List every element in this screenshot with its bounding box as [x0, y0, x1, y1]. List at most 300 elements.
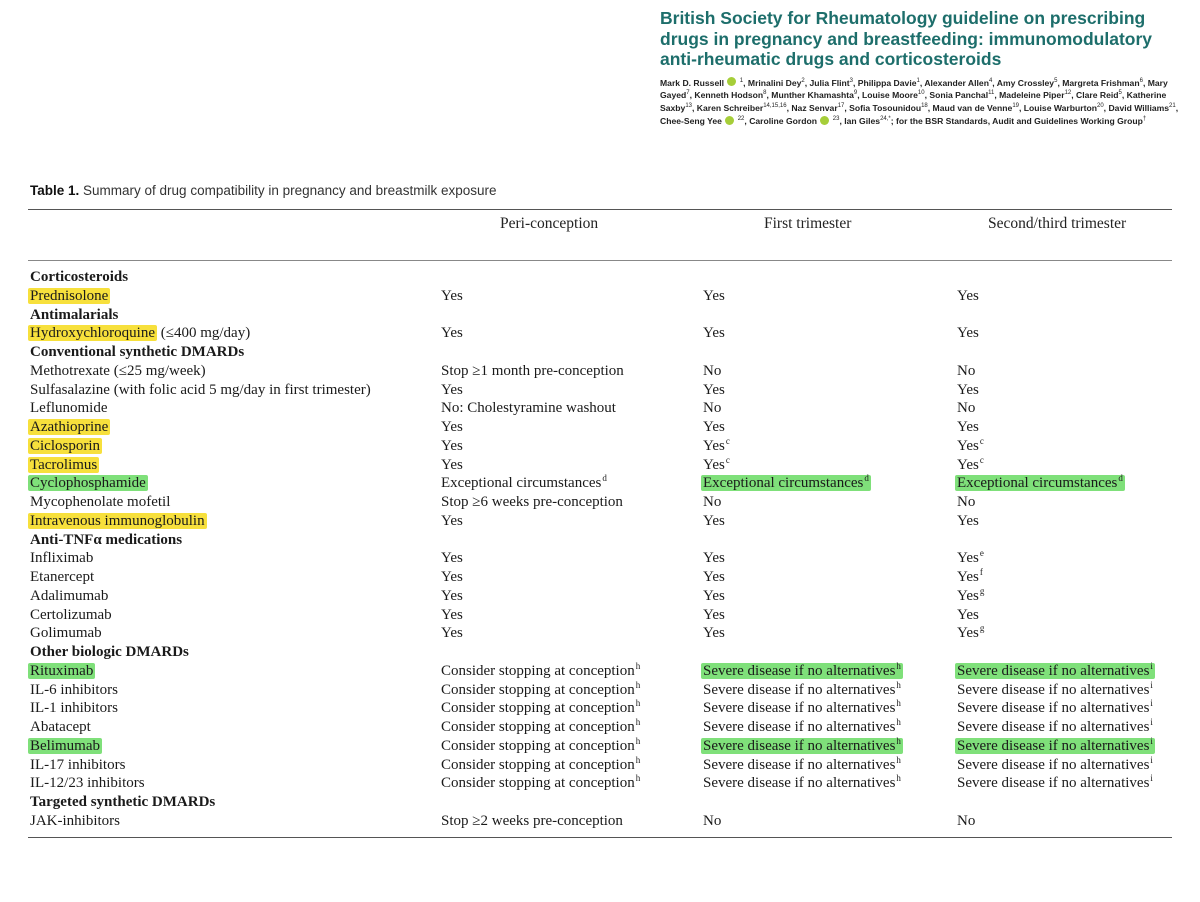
orcid-icon[interactable]: [820, 116, 829, 125]
table-row: [0, 812, 1200, 831]
cell-value: [957, 775, 1153, 791]
author-name: Munther Khamashta: [771, 90, 854, 101]
cell-text: No: [957, 494, 976, 510]
cell-value: [441, 438, 463, 454]
peri-conception-cell: [441, 699, 640, 718]
peri-conception-cell: [441, 287, 463, 306]
drug-name-cell: [30, 624, 102, 643]
second-third-trimester-cell: [957, 606, 979, 625]
second-third-trimester-cell: [957, 774, 1153, 793]
footnote-mark: h: [635, 754, 641, 765]
footnote-mark: h: [635, 735, 641, 746]
drug-name: Prednisolone: [30, 287, 109, 304]
drug-name-cell: [30, 606, 112, 625]
author-name: Amy Crossley: [996, 77, 1055, 88]
drug-name-cell: [30, 437, 102, 456]
section-heading: [30, 306, 118, 325]
peri-conception-cell: [441, 437, 463, 456]
footnote-mark: e: [979, 548, 984, 559]
drug-name: IL-17 inhibitors: [30, 756, 126, 773]
second-third-trimester-cell: [957, 587, 984, 606]
table-row: [0, 699, 1200, 718]
table-row: [0, 774, 1200, 793]
article-header: [660, 8, 1190, 127]
table-row: [0, 737, 1200, 756]
cell-text: No: Cholestyramine washout: [441, 400, 616, 417]
author-affiliation: 11: [988, 90, 995, 97]
cell-text: Stop ≥6 weeks pre-conception: [441, 494, 623, 510]
cell-text: Yes: [703, 606, 725, 623]
cell-text: No: [703, 362, 722, 379]
table-row: [0, 474, 1200, 493]
section-heading: [30, 343, 244, 362]
author-affiliation: 23: [832, 116, 840, 123]
cell-text: Yes: [957, 456, 979, 473]
first-trimester-cell: [703, 681, 901, 700]
author-list: Mark D. Russell $^1$, Mrinalini Dey$^2$, Julia Flint$^3$, Philippa Davie$^1$, Alexander Allen$^4$, Amy Crossley$^5$, Margreta Frishman$^6$, Mary Gayed$^7$, Kenneth Hodson$^8$, Munther Khamashta$^9$, Louise Moore$^{10}$, Sonia Panchal$^{11}$, Madeleine Piper$^{12}$, Clare Reid$^5$, Katherine Saxby$^{13}$, Karen Schreiber$^{14,15,16}$, Naz Senvar$^{17}$, Sofia Tosounidou$^{18}$, Maud van de Venne$^{19}$, Louise Warburton$^{20}$, David Williams$^{21}$, Chee-Seng Yee $^{22}$, Caroline Gordon $^{23}$, Ian Giles$^{24,*}$; for the BSR Standards, Audit and Guidelines Working Group†: [660, 77, 1179, 126]
author-affiliation: 1: [739, 77, 744, 84]
cell-value: [441, 719, 640, 735]
drug-name-cell: [30, 362, 206, 381]
cell-value: [703, 719, 901, 735]
footnote-mark: d: [602, 473, 607, 484]
peri-conception-cell: [441, 381, 463, 400]
cell-value: [441, 607, 463, 623]
cell-text: Yes: [441, 606, 463, 623]
cell-value: [441, 754, 641, 773]
table-row: [0, 324, 1200, 343]
cell-value: [703, 494, 721, 510]
cell-value: [441, 660, 641, 679]
column-header-first-trimester: First trimester: [764, 215, 852, 232]
cell-text: Consider stopping at conception: [441, 775, 635, 792]
author-affiliation: 2: [801, 77, 805, 84]
second-third-trimester-cell: [957, 456, 984, 475]
author-name: Louise Moore: [862, 90, 918, 101]
cell-value: [957, 400, 975, 416]
drug-name-cell: [30, 774, 145, 793]
footnote-mark: c: [979, 435, 984, 446]
cell-text: Consider stopping at conception: [441, 756, 635, 773]
section-row: [0, 643, 1200, 662]
first-trimester-cell: [703, 549, 725, 568]
drug-name: Methotrexate (≤25 mg/week): [30, 362, 206, 379]
cell-value: [957, 454, 984, 473]
cell-text: Consider stopping at conception: [441, 681, 635, 698]
author-name: Caroline Gordon: [749, 115, 817, 126]
footnote-mark: h: [896, 735, 901, 746]
drug-name-cell: [30, 812, 120, 831]
cell-text: Yes: [957, 587, 979, 604]
drug-name: Cyclophosphamide: [30, 475, 146, 492]
cell-value: [441, 775, 640, 791]
author-affiliation: 21: [1169, 103, 1176, 110]
second-third-trimester-cell: [957, 718, 1153, 737]
cell-text: Yes: [703, 287, 725, 304]
cell-value: [441, 494, 623, 510]
first-trimester-cell: [703, 399, 721, 418]
first-trimester-cell: [703, 662, 903, 681]
cell-text: Yes: [441, 287, 463, 304]
table-top-rule: [28, 209, 1172, 210]
peri-conception-cell: [441, 549, 463, 568]
author-name: Mary Gayed: [660, 77, 1168, 101]
cell-text: Yes: [441, 419, 463, 435]
author-affiliation: 10: [917, 90, 925, 97]
article-title: British Society for Rheumatology guideline on prescribing drugs in pregnancy and breastfeeding: immunomodulatory anti-rheumatic drugs and corticosteroids: [660, 8, 1152, 69]
first-trimester-cell: [703, 587, 725, 606]
cell-value: [441, 625, 463, 641]
cell-text: Stop ≥1 month pre-conception: [441, 362, 624, 379]
cell-value: [441, 679, 641, 698]
table-row: [0, 362, 1200, 381]
drug-name-cell: [30, 474, 148, 493]
author-affiliation: 12: [1064, 90, 1072, 97]
second-third-trimester-cell: [957, 362, 975, 381]
author-name: Karen Schreiber: [696, 103, 764, 114]
cell-value: [955, 735, 1155, 754]
drug-name-cell: [30, 699, 118, 718]
section-row: [0, 306, 1200, 325]
drug-name: Infliximab: [30, 550, 94, 567]
second-third-trimester-cell: [957, 756, 1153, 775]
footnote-mark: i: [1150, 660, 1153, 671]
second-third-trimester-cell: [957, 287, 979, 306]
cell-text: Yes: [441, 381, 463, 398]
cell-text: Yes: [703, 587, 725, 604]
peri-conception-cell: [441, 493, 623, 512]
peri-conception-cell: [441, 737, 640, 756]
cell-value: [703, 569, 725, 585]
author-name: Mrinalini Dey: [747, 77, 802, 88]
cell-value: [957, 813, 975, 829]
orcid-icon[interactable]: [725, 116, 734, 125]
author-name: Clare Reid: [1076, 90, 1119, 101]
cell-text: Yes: [957, 512, 979, 529]
table-caption-text: Summary of drug compatibility in pregnancy and breastmilk exposure: [79, 183, 497, 198]
orcid-icon[interactable]: [727, 77, 736, 86]
second-third-trimester-cell: [957, 493, 975, 512]
drug-name: IL-1 inhibitors: [30, 700, 118, 717]
table-row: [0, 437, 1200, 456]
second-third-trimester-cell: [957, 568, 983, 587]
drug-name: Ciclosporin: [30, 437, 100, 454]
drug-name: Azathioprine: [30, 419, 109, 435]
table-row: [0, 662, 1200, 681]
drug-name-cell: [30, 549, 93, 568]
peri-conception-cell: [441, 624, 463, 643]
author-affiliation: 6: [1139, 77, 1143, 84]
cell-text: No: [703, 494, 722, 510]
cell-text: Yes: [703, 456, 725, 473]
drug-name: IL-12/23 inhibitors: [30, 775, 145, 792]
cell-value: [957, 754, 1153, 773]
drug-name-cell: [30, 662, 95, 681]
cell-text: Yes: [703, 325, 725, 342]
author-name: Sonia Panchal: [929, 90, 989, 101]
cell-value: [957, 625, 984, 641]
author-affiliation: 14,15,16: [763, 103, 787, 110]
cell-text: Severe disease if no alternatives: [957, 719, 1150, 735]
drug-name: Tacrolimus: [30, 456, 98, 473]
cell-text: Yes: [957, 569, 979, 585]
table-row: [0, 399, 1200, 418]
cell-text: No: [703, 400, 722, 417]
cell-text: Yes: [441, 625, 463, 642]
cell-text: Consider stopping at conception: [441, 662, 635, 679]
drug-name: Mycophenolate mofetil: [30, 494, 171, 510]
cell-value: [441, 382, 463, 398]
footnote-mark: g: [979, 585, 985, 596]
cell-value: [703, 813, 721, 829]
cell-text: Yes: [703, 569, 725, 585]
second-third-trimester-cell: [957, 418, 979, 437]
cell-value: [441, 569, 463, 585]
author-name: David Williams: [1108, 103, 1170, 114]
drug-name: Other biologic DMARDs: [30, 644, 189, 660]
peri-conception-cell: [441, 812, 623, 831]
first-trimester-cell: [703, 362, 721, 381]
cell-value: [957, 363, 975, 379]
drug-name: Corticosteroids: [30, 269, 129, 285]
drug-name: Rituximab: [30, 662, 94, 679]
cell-text: Yes: [441, 325, 463, 342]
table-row: [0, 456, 1200, 475]
author-name: Philippa Davie: [857, 77, 917, 88]
table-header-rule: [28, 260, 1172, 261]
cell-value: [957, 719, 1153, 735]
cell-value: [957, 494, 975, 510]
cell-value: [957, 607, 979, 623]
first-trimester-cell: [703, 437, 730, 456]
table-row: [0, 568, 1200, 587]
second-third-trimester-cell: [957, 662, 1155, 681]
cell-text: Severe disease if no alternatives: [703, 719, 896, 735]
drug-name: Targeted synthetic DMARDs: [30, 794, 216, 810]
first-trimester-cell: [703, 718, 901, 737]
cell-value: [441, 325, 463, 341]
cell-text: Yes: [957, 419, 979, 435]
section-row: [0, 531, 1200, 550]
cell-value: [701, 475, 871, 491]
cell-value: [703, 419, 725, 435]
cell-text: No: [957, 400, 976, 417]
cell-text: No: [957, 812, 976, 829]
footnote-mark: h: [635, 717, 641, 727]
second-third-trimester-cell: [957, 624, 984, 643]
author-name: Ian Giles: [844, 115, 881, 126]
cell-text: Yes: [703, 625, 725, 642]
drug-name: Belimumab: [30, 737, 100, 754]
drug-name-cell: [30, 493, 170, 512]
cell-value: [703, 513, 725, 529]
first-trimester-cell: [703, 474, 871, 493]
section-heading: [30, 268, 128, 287]
column-header-second-third-trimester: Second/third trimester: [988, 215, 1127, 232]
drug-name-cell: [30, 587, 108, 606]
footnote-mark: i: [1150, 679, 1153, 690]
cell-text: Yes: [703, 437, 725, 454]
first-trimester-cell: [703, 512, 725, 531]
author-affiliation: 8: [763, 90, 767, 97]
cell-value: [957, 288, 979, 304]
section-row: [0, 793, 1200, 812]
drug-name: Leflunomide: [30, 400, 108, 417]
author-affiliation: 22: [737, 116, 745, 123]
cell-text: Consider stopping at conception: [441, 700, 635, 717]
second-third-trimester-cell: [957, 512, 979, 531]
author-affiliation: 9: [853, 90, 858, 97]
drug-name-cell: [30, 681, 118, 700]
working-group: for the BSR Standards, Audit and Guidelines Working Group: [896, 115, 1143, 126]
drug-name-cell: [30, 718, 91, 737]
cell-text: Yes: [441, 512, 463, 529]
footnote-mark: i: [1150, 698, 1153, 709]
cell-value: [703, 435, 730, 454]
cell-text: Severe disease if no alternatives: [957, 700, 1150, 717]
footnote-mark: h: [635, 698, 641, 709]
drug-name: JAK-inhibitors: [30, 812, 120, 829]
footnote-mark: d: [864, 473, 869, 484]
drug-name: Hydroxychloroquine: [30, 325, 155, 342]
author-name: Katherine Saxby: [660, 90, 1167, 114]
cell-value: [441, 735, 641, 754]
drug-name: Adalimumab: [30, 587, 109, 604]
cell-value: [703, 382, 725, 398]
author-affiliation: 17: [837, 103, 845, 110]
author-name: Julia Flint: [809, 77, 850, 88]
drug-name: Intravenous immunoglobulin: [30, 512, 205, 529]
drug-name-cell: [30, 512, 207, 531]
cell-value: [957, 550, 984, 566]
cell-text: Severe disease if no alternatives: [703, 662, 896, 679]
cell-text: No: [703, 812, 722, 829]
table-caption-label: Table 1.: [30, 183, 80, 198]
cell-value: [703, 775, 901, 791]
cell-value: [441, 457, 463, 473]
cell-value: [703, 754, 901, 773]
peri-conception-cell: [441, 606, 463, 625]
footnote-mark: h: [896, 773, 901, 784]
cell-text: Yes: [703, 419, 725, 435]
drug-name-cell: [30, 418, 110, 437]
peri-conception-cell: [441, 418, 463, 437]
second-third-trimester-cell: [957, 737, 1155, 756]
table-row: [0, 418, 1200, 437]
table-row: [0, 587, 1200, 606]
cell-value: [441, 363, 624, 379]
table-body: [0, 268, 1200, 831]
drug-name-cell: [30, 737, 102, 756]
cell-text: Yes: [441, 550, 463, 567]
cell-value: [703, 454, 730, 473]
cell-text: Severe disease if no alternatives: [703, 756, 896, 773]
first-trimester-cell: [703, 493, 721, 512]
footnote-mark: f: [979, 567, 983, 577]
cell-value: [441, 813, 623, 829]
author-name: Kenneth Hodson: [694, 90, 764, 101]
cell-text: Yes: [957, 606, 979, 623]
footnote-mark: h: [896, 698, 901, 709]
table-row: [0, 549, 1200, 568]
cell-value: [703, 607, 725, 623]
cell-value: [957, 700, 1153, 716]
drug-name: IL-6 inhibitors: [30, 681, 118, 698]
peri-conception-cell: [441, 512, 463, 531]
author-affiliation: 7: [686, 90, 690, 97]
author-affiliation: 5: [1054, 77, 1058, 84]
cell-text: Yes: [957, 437, 979, 454]
first-trimester-cell: [703, 287, 725, 306]
drug-name-cell: [30, 381, 371, 400]
cell-text: Yes: [441, 569, 463, 585]
drug-name-cell: [30, 324, 250, 343]
table-caption: [30, 183, 496, 198]
cell-text: Severe disease if no alternatives: [957, 737, 1150, 754]
cell-value: [955, 475, 1125, 491]
cell-text: Yes: [703, 512, 725, 529]
working-group-mark: †: [1142, 116, 1147, 123]
footnote-mark: h: [635, 660, 641, 671]
peri-conception-cell: [441, 718, 640, 737]
author-affiliation: 18: [921, 103, 928, 110]
cell-text: Exceptional circumstances: [957, 475, 1118, 492]
author-name: Margreta Frishman: [1062, 77, 1140, 88]
second-third-trimester-cell: [957, 681, 1153, 700]
cell-text: Stop ≥2 weeks pre-conception: [441, 812, 623, 829]
first-trimester-cell: [703, 606, 725, 625]
drug-name: Certolizumab: [30, 606, 112, 623]
cell-text: Severe disease if no alternatives: [957, 681, 1150, 698]
cell-value: [441, 513, 463, 529]
first-trimester-cell: [703, 624, 725, 643]
second-third-trimester-cell: [957, 474, 1125, 493]
cell-value: [703, 325, 725, 341]
cell-value: [701, 735, 903, 754]
second-third-trimester-cell: [957, 549, 984, 568]
cell-value: [703, 679, 901, 698]
table-row: [0, 493, 1200, 512]
table-row: [0, 287, 1200, 306]
footnote-mark: h: [635, 773, 641, 784]
footnote-mark: g: [979, 623, 985, 634]
author-name: Naz Senvar: [791, 103, 838, 114]
author-affiliation: 13: [685, 103, 693, 110]
table-row: [0, 718, 1200, 737]
section-heading: [30, 793, 215, 812]
second-third-trimester-cell: [957, 324, 979, 343]
cell-value: [701, 660, 903, 679]
author-affiliation: 1: [916, 77, 920, 84]
cell-text: Yes: [957, 381, 979, 398]
first-trimester-cell: [703, 324, 725, 343]
drug-name: Abatacept: [30, 719, 91, 735]
first-trimester-cell: [703, 812, 721, 831]
cell-value: [703, 400, 721, 416]
footnote-mark: i: [1150, 735, 1153, 746]
table-row: [0, 756, 1200, 775]
drug-name-cell: [30, 287, 110, 306]
first-trimester-cell: [703, 381, 725, 400]
author-affiliation: 4: [988, 77, 993, 84]
drug-name: Antimalarials: [30, 306, 119, 323]
cell-text: Yes: [957, 625, 979, 642]
cell-value: [441, 588, 463, 604]
drug-name: Anti-TNFα medications: [30, 531, 183, 548]
footnote-mark: i: [1150, 754, 1153, 765]
first-trimester-cell: [703, 774, 901, 793]
peri-conception-cell: [441, 456, 463, 475]
